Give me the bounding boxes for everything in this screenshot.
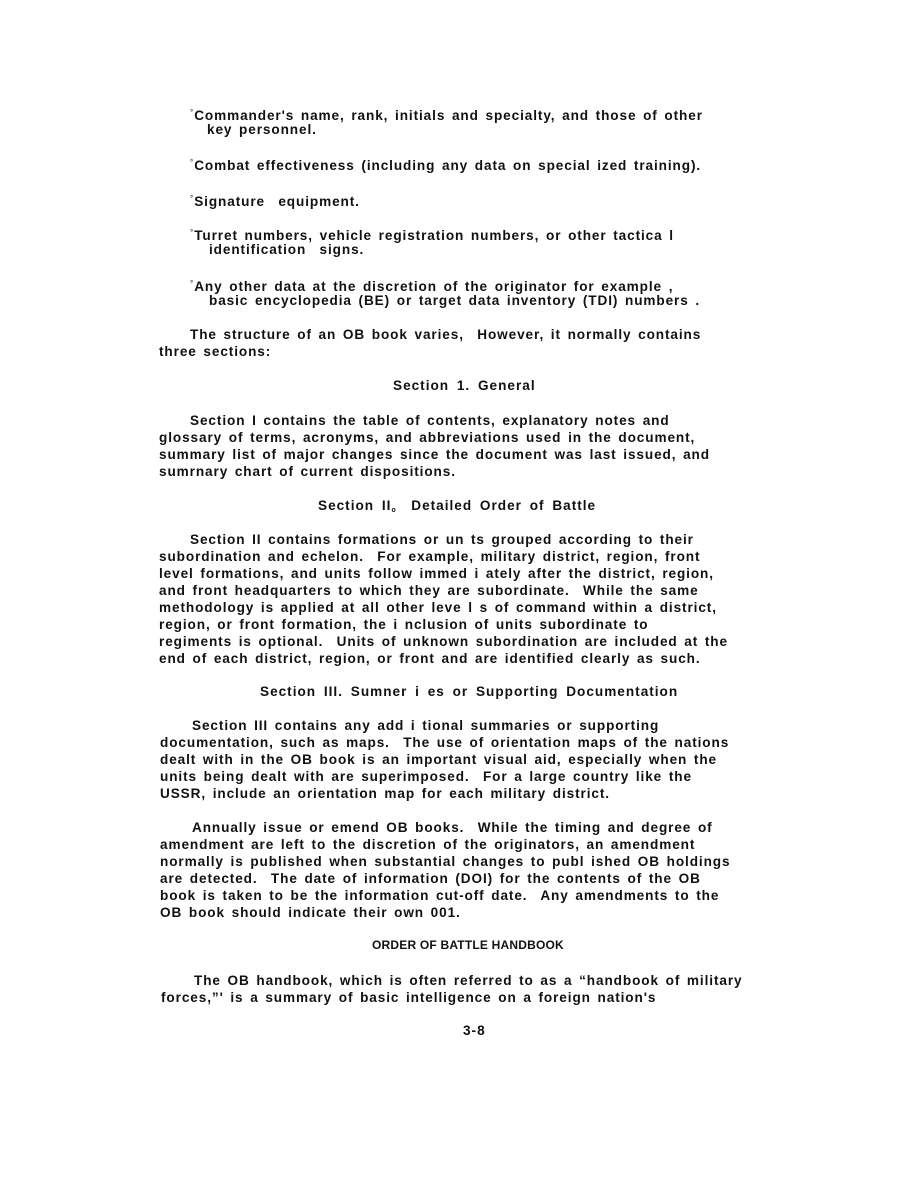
section-2-heading-prefix: Section II	[318, 498, 392, 513]
amendment-line-3: normally is published when substantial changes to publ ished OB holdings	[160, 854, 731, 869]
bullet-1-marker: °	[190, 108, 194, 117]
amendment-line-5: book is taken to be the information cut-off date. Any amendments to the	[160, 888, 720, 903]
bullet-3-marker: °	[190, 194, 194, 203]
amendment-line-2: amendment are left to the discretion of the originators, an amendment	[160, 837, 696, 852]
structure-intro-line-2: three sections:	[159, 344, 272, 359]
section-1-line-1: Section I contains the table of contents, explanatory notes and	[190, 413, 670, 428]
section-3-line-3: dealt with in the OB book is an important visual aid, especially when the	[160, 752, 718, 767]
bullet-2-marker: °	[190, 158, 194, 167]
handbook-line-1: The OB handbook, which is often referred to as a “handbook of military	[194, 973, 743, 988]
section-2-line-2: subordination and echelon. For example, military district, region, front	[159, 549, 701, 564]
handbook-heading: ORDER OF BATTLE HANDBOOK	[372, 938, 564, 952]
section-2-line-8: end of each district, region, or front and are identified clearly as such.	[159, 651, 701, 666]
bullet-3-text-1: Signature equipment.	[194, 194, 360, 209]
section-1-line-3: summary list of major changes since the document was last issued, and	[159, 447, 710, 462]
bullet-4-text-1: Turret numbers, vehicle registration numbers, or other tactica l	[194, 228, 674, 243]
section-3-line-5: USSR, include an orientation map for each military district.	[160, 786, 610, 801]
bullet-3-line-1	[190, 190, 360, 210]
section-3-heading: Section III. Sumner i es or Supporting Documentation	[260, 684, 679, 699]
bullet-1-line-2: key personnel.	[207, 122, 317, 137]
section-2-line-1: Section II contains formations or un ts grouped according to their	[190, 532, 694, 547]
bullet-4-marker: °	[190, 228, 194, 237]
structure-intro-line-1: The structure of an OB book varies, However, it normally contains	[190, 327, 702, 342]
section-3-line-2: documentation, such as maps. The use of orientation maps of the nations	[160, 735, 730, 750]
section-3-line-1: Section III contains any add i tional summaries or supporting	[192, 718, 660, 733]
section-2-heading-suffix: Detailed Order of Battle	[395, 498, 597, 513]
section-2-line-6: region, or front formation, the i nclusion of units subordinate to	[159, 617, 649, 632]
section-1-line-2: glossary of terms, acronyms, and abbreviations used in the document,	[159, 430, 696, 445]
section-2-heading	[318, 497, 596, 519]
section-1-heading: Section 1. General	[393, 378, 536, 393]
bullet-1-text-1: Commander's name, rank, initials and specialty, and those of other	[194, 108, 703, 123]
section-2-line-5: methodology is applied at all other leve l s of command within a district,	[159, 600, 717, 615]
section-2-heading-mark: o	[391, 507, 396, 514]
amendment-line-1: Annually issue or emend OB books. While the timing and degree of	[192, 820, 713, 835]
section-2-line-4: and front headquarters to which they are subordinate. While the same	[159, 583, 699, 598]
section-1-line-4: sumrnary chart of current dispositions.	[159, 464, 456, 479]
section-2-line-7: regiments is optional. Units of unknown subordination are included at the	[159, 634, 728, 649]
bullet-5-line-2: basic encyclopedia (BE) or target data inventory (TDI) numbers .	[209, 293, 701, 308]
bullet-4-line-2: identification signs.	[209, 242, 365, 257]
amendment-line-4: are detected. The date of information (DOI) for the contents of the OB	[160, 871, 701, 886]
bullet-2-line-1	[190, 154, 701, 174]
bullet-5-marker: °	[190, 279, 194, 288]
section-3-line-4: units being dealt with are superimposed. For a large country like the	[160, 769, 692, 784]
bullet-5-text-1: Any other data at the discretion of the originator for example ,	[194, 279, 674, 294]
page-number: 3-8	[463, 1023, 486, 1038]
section-2-line-3: level formations, and units follow immed i ately after the district, region,	[159, 566, 714, 581]
handbook-line-2: forces,”' is a summary of basic intelligence on a foreign nation's	[161, 990, 657, 1005]
amendment-line-6: OB book should indicate their own 001.	[160, 905, 461, 920]
bullet-2-text-1: Combat effectiveness (including any data on special ized training).	[194, 158, 702, 173]
